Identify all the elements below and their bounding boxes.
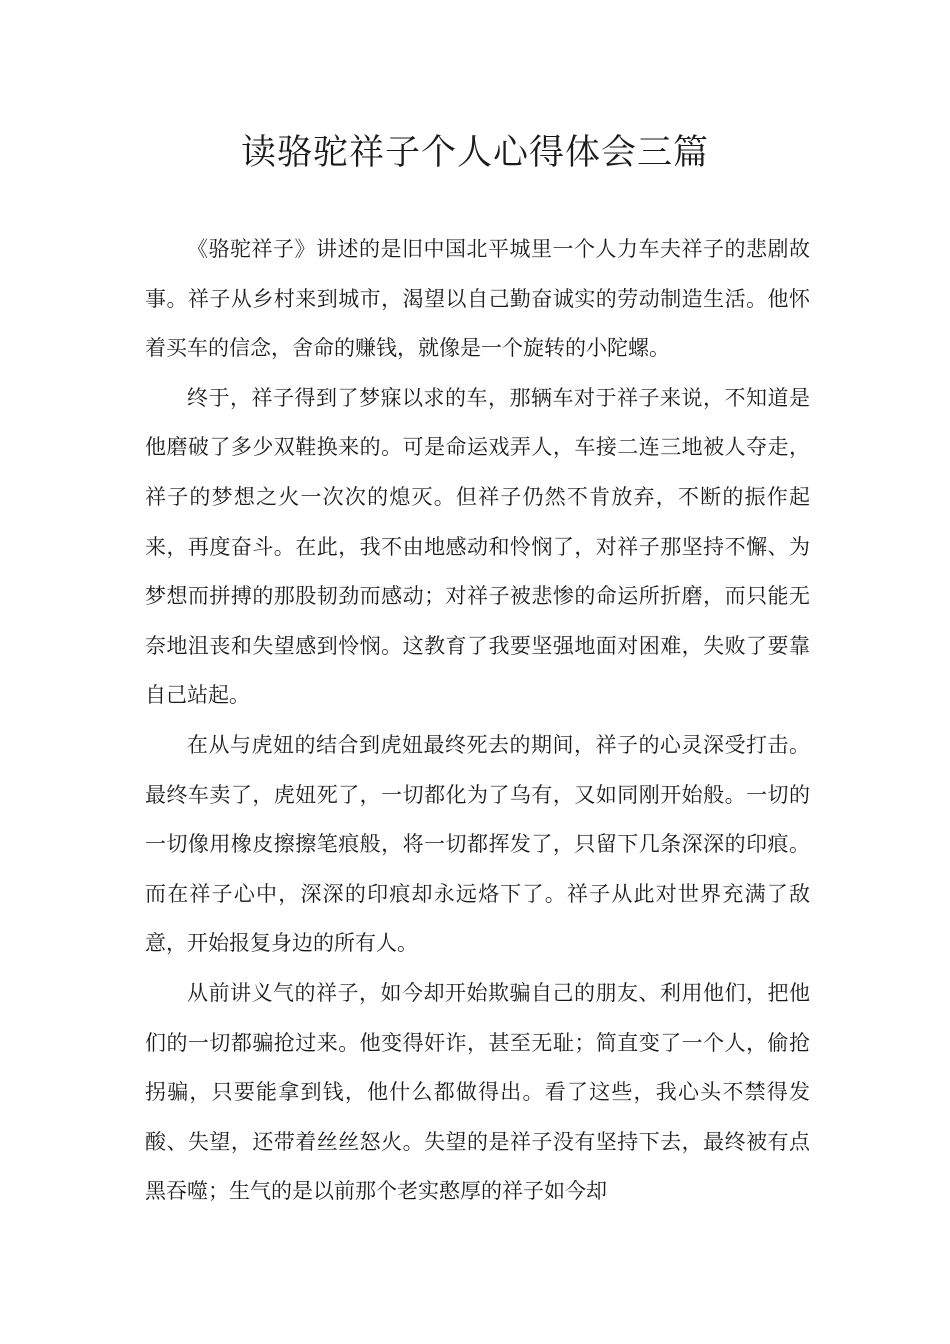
page-title: 读骆驼祥子个人心得体会三篇 bbox=[240, 133, 709, 173]
paragraph-4: 从前讲义气的祥子，如今却开始欺骗自己的朋友、利用他们，把他们的一切都骗抢过来。他变得奸诈，甚至无耻；简直变了一个人，偷抢拐骗，只要能拿到钱，他什么都做得出。看了这些，我心头不禁得发酸、失望，还带着丝丝怒火。失望的是祥子没有坚持下去，最终被有点黑吞噬；生气的是以前那个老实憨厚的祥子如今却 bbox=[145, 980, 810, 1204]
paragraph-2: 终于，祥子得到了梦寐以求的车，那辆车对于祥子来说，不知道是他磨破了多少双鞋换来的。可是命运戏弄人，车接二连三地被人夺走，祥子的梦想之火一次次的熄灭。但祥子仍然不肯放弃，不断的振作起来，再度奋斗。在此，我不由地感动和怜悯了，对祥子那坚持不懈、为梦想而拼搏的那股韧劲而感动；对祥子被悲惨的命运所折磨，而只能无奈地沮丧和失望感到怜悯。这教育了我要坚强地面对困难，失败了要靠自己站起。 bbox=[145, 385, 810, 708]
paragraph-3: 在从与虎妞的结合到虎妞最终死去的期间，祥子的心灵深受打击。最终车卖了，虎妞死了，一切都化为了乌有，又如同刚开始般。一切的一切像用橡皮擦擦笔痕般，将一切都挥发了，只留下几条深深的印痕。而在祥子心中，深深的印痕却永远烙下了。祥子从此对世界充满了敌意，开始报复身边的所有人。 bbox=[145, 732, 810, 956]
document-body bbox=[145, 225, 810, 1217]
paragraph-1: 《骆驼祥子》讲述的是旧中国北平城里一个人力车夫祥子的悲剧故事。祥子从乡村来到城市，渴望以自己勤奋诚实的劳动制造生活。他怀着买车的信念，舍命的赚钱，就像是一个旋转的小陀螺。 bbox=[145, 237, 810, 361]
